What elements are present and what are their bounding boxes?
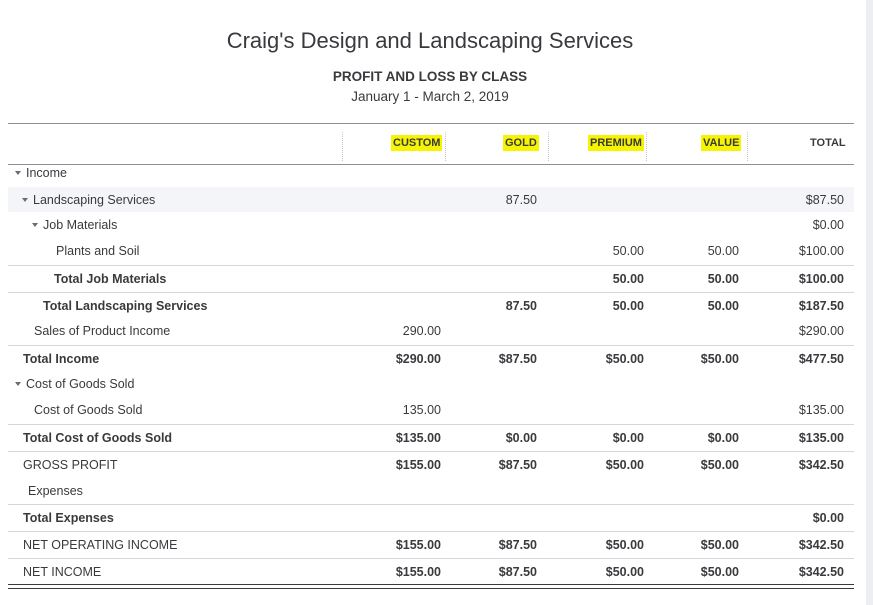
cell-gold[interactable]: $0.00: [505, 431, 537, 445]
cell-custom[interactable]: $155.00: [395, 538, 441, 552]
row-label: GROSS PROFIT: [23, 458, 118, 472]
cell-premium[interactable]: $50.00: [605, 565, 644, 579]
column-divider[interactable]: [747, 132, 748, 161]
row-label: NET OPERATING INCOME: [23, 538, 178, 552]
collapse-arrow-icon[interactable]: [32, 223, 38, 227]
collapse-arrow-icon[interactable]: [15, 171, 21, 175]
column-header-custom[interactable]: CUSTOM: [393, 137, 441, 149]
row-income: [8, 166, 854, 186]
row-label: Total Cost of Goods Sold: [23, 431, 173, 445]
column-header-total[interactable]: TOTAL: [810, 137, 846, 149]
column-header-row: [8, 123, 854, 165]
column-divider[interactable]: [342, 132, 343, 161]
cell-total[interactable]: $342.50: [798, 565, 844, 579]
cell-custom[interactable]: $155.00: [395, 458, 441, 472]
cell-custom[interactable]: $155.00: [395, 565, 441, 579]
cell-total[interactable]: $0.00: [812, 218, 844, 232]
row-net-operating-income: [8, 531, 854, 558]
cell-premium[interactable]: $50.00: [605, 458, 644, 472]
row-expenses: [8, 484, 854, 504]
cell-value[interactable]: $0.00: [707, 431, 739, 445]
cell-gold[interactable]: 87.50: [505, 299, 537, 313]
row-job-materials: [8, 218, 854, 238]
column-divider[interactable]: [646, 132, 647, 161]
cell-value[interactable]: $50.00: [700, 352, 739, 366]
cell-custom[interactable]: $290.00: [395, 352, 441, 366]
row-label: Cost of Goods Sold: [34, 403, 143, 417]
report-period: January 1 - March 2, 2019: [351, 89, 509, 104]
cell-total[interactable]: $100.00: [798, 244, 844, 258]
cell-value[interactable]: $50.00: [700, 538, 739, 552]
cell-custom[interactable]: 290.00: [402, 324, 441, 338]
cell-premium[interactable]: $0.00: [612, 431, 644, 445]
right-panel-edge: [866, 0, 873, 605]
report-title: PROFIT AND LOSS BY CLASS: [332, 69, 528, 84]
row-plants-and-soil: [8, 244, 854, 264]
cell-gold[interactable]: $87.50: [498, 565, 537, 579]
cell-premium[interactable]: $50.00: [605, 538, 644, 552]
row-total-income: [8, 345, 854, 372]
row-label: Sales of Product Income: [34, 324, 171, 338]
cell-value[interactable]: 50.00: [707, 244, 739, 258]
row-label: Plants and Soil: [56, 244, 140, 258]
column-header-gold[interactable]: GOLD: [505, 137, 537, 149]
column-divider[interactable]: [548, 132, 549, 161]
column-header-value[interactable]: VALUE: [703, 137, 740, 149]
row-label: Total Job Materials: [54, 272, 167, 286]
cell-value[interactable]: $50.00: [700, 565, 739, 579]
cell-custom[interactable]: 135.00: [402, 403, 441, 417]
row-gross-profit: [8, 451, 854, 478]
row-cogs-line: [8, 403, 854, 423]
row-label: Total Expenses: [23, 511, 114, 525]
cell-gold[interactable]: $87.50: [498, 352, 537, 366]
section-toggle-landscaping[interactable]: Landscaping Services: [22, 193, 155, 207]
row-landscaping-services: [8, 187, 854, 212]
cell-total[interactable]: $100.00: [798, 272, 844, 286]
cell-premium[interactable]: 50.00: [612, 272, 644, 286]
cell-total[interactable]: $342.50: [798, 538, 844, 552]
column-header-premium[interactable]: PREMIUM: [590, 137, 642, 149]
cell-total[interactable]: $290.00: [798, 324, 844, 338]
cell-value[interactable]: $50.00: [700, 458, 739, 472]
row-net-income: [8, 558, 854, 585]
cell-total[interactable]: $135.00: [798, 431, 844, 445]
collapse-arrow-icon[interactable]: [15, 382, 21, 386]
row-cost-of-goods-sold: [8, 377, 854, 397]
row-label: Expenses: [28, 484, 83, 498]
cell-total[interactable]: $135.00: [798, 403, 844, 417]
grand-total-double-rule: [8, 584, 854, 589]
row-total-landscaping: [8, 292, 854, 319]
cell-premium[interactable]: 50.00: [612, 299, 644, 313]
section-toggle-cogs[interactable]: Cost of Goods Sold: [15, 377, 134, 391]
cell-gold[interactable]: 87.50: [505, 193, 537, 207]
cell-premium[interactable]: 50.00: [612, 244, 644, 258]
cell-gold[interactable]: $87.50: [498, 538, 537, 552]
row-label: Total Landscaping Services: [43, 299, 208, 313]
cell-total[interactable]: $87.50: [805, 193, 844, 207]
cell-value[interactable]: 50.00: [707, 272, 739, 286]
cell-custom[interactable]: $135.00: [395, 431, 441, 445]
cell-premium[interactable]: $50.00: [605, 352, 644, 366]
section-toggle-job-materials[interactable]: Job Materials: [32, 218, 117, 232]
cell-gold[interactable]: $87.50: [498, 458, 537, 472]
row-total-cogs: [8, 424, 854, 451]
cell-total[interactable]: $342.50: [798, 458, 844, 472]
row-label: Total Income: [23, 352, 100, 366]
row-total-job-materials: [8, 265, 854, 292]
row-total-expenses: [8, 504, 854, 531]
section-toggle-income[interactable]: Income: [15, 166, 67, 180]
company-name: Craig's Design and Landscaping Services: [226, 28, 634, 53]
column-divider[interactable]: [445, 132, 446, 161]
cell-value[interactable]: 50.00: [707, 299, 739, 313]
row-label: NET INCOME: [23, 565, 102, 579]
row-sales-of-product: [8, 324, 854, 344]
cell-total[interactable]: $0.00: [812, 511, 844, 525]
collapse-arrow-icon[interactable]: [22, 198, 28, 202]
cell-total[interactable]: $187.50: [798, 299, 844, 313]
cell-total[interactable]: $477.50: [798, 352, 844, 366]
